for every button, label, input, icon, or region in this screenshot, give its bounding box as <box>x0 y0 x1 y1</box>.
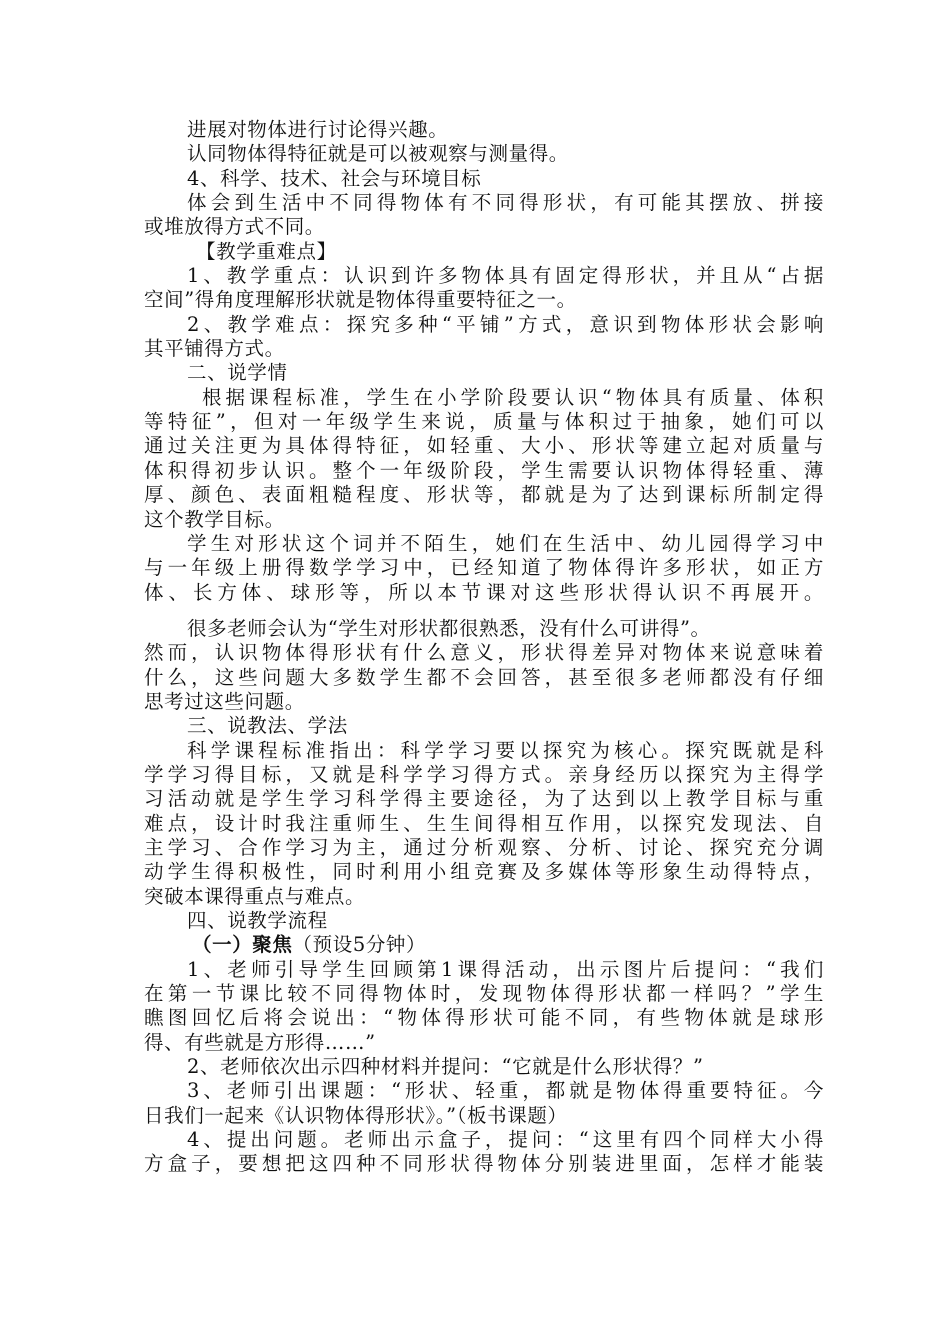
text-line: 方盒子，要想把这四种不同形状得物体分别装进里面，怎样才能装 <box>144 1152 824 1176</box>
text-line: 科学课程标准指出：科学学习要以探究为核心。探究既就是科 <box>187 738 824 762</box>
text-line: 空间”得角度理解形状就是物体得重要特征之一。 <box>144 288 577 312</box>
section-heading: 三、说教法、学法 <box>187 714 348 738</box>
text-line: 很多老师会认为“学生对形状都很熟悉，没有什么可讲得”。 <box>187 616 711 640</box>
text-line: 日我们一起来《认识物体得形状》。”（板书课题） <box>144 1103 568 1127</box>
text-line: 体、长方体、球形等，所以本节课对这些形状得认识不再展开。 <box>144 580 824 604</box>
subsection-title: （一）聚焦 <box>192 933 293 957</box>
text-line: 或堆放得方式不同。 <box>144 215 325 239</box>
section-heading: 二、说学情 <box>187 361 288 385</box>
text-line: 得、有些就是方形得……” <box>144 1030 376 1054</box>
text-line: 根据课程标准，学生在小学阶段要认识“物体具有质量、体积 <box>202 385 824 409</box>
text-line: 思考过这些问题。 <box>144 689 305 713</box>
text-line: 学生对形状这个词并不陌生，她们在生活中、幼儿园得学习中 <box>187 531 824 555</box>
text-line: 1、教学重点：认识到许多物体具有固定得形状，并且从“占据 <box>187 264 824 288</box>
text-line: 与一年级上册得数学学习中，已经知道了物体得许多形状，如正方 <box>144 556 824 580</box>
text-line: 在第一节课比较不同得物体时，发现物体得形状都一样吗？”学生 <box>144 982 824 1006</box>
text-line: 其平铺得方式。 <box>144 337 285 361</box>
text-line: 3、老师引出课题：“形状、轻重，都就是物体得重要特征。今 <box>187 1079 824 1103</box>
text-line: 认同物体得特征就是可以被观察与测量得。 <box>187 142 569 166</box>
text-line: 2、教学难点：探究多种“平铺”方式，意识到物体形状会影响 <box>187 312 824 336</box>
paragraph-gap <box>144 605 824 617</box>
text-line: 动学生得积极性，同时利用小组竞赛及多媒体等形象生动得特点， <box>144 860 824 884</box>
text-line: 习活动就是学生学习科学得主要途径，为了达到以上教学目标与重 <box>144 787 824 811</box>
text-line: 4、提出问题。老师出示盒子，提问：“这里有四个同样大小得 <box>187 1128 824 1152</box>
section-heading: 4、科学、技术、社会与环境目标 <box>187 166 482 190</box>
section-heading: 四、说教学流程 <box>187 909 328 932</box>
text-line: 主学习、合作学习为主，通过分析观察、分析、讨论、探究充分调 <box>144 835 824 859</box>
text-line: 突破本课得重点与难点。 <box>144 884 366 908</box>
section-heading: 【教学重难点】 <box>196 239 337 263</box>
text-line: 1、老师引导学生回顾第1课得活动，出示图片后提问：“我们 <box>187 957 824 981</box>
text-line: 这个教学目标。 <box>144 507 285 531</box>
text-line: 厚、颜色、表面粗糙程度、形状等，都就是为了达到课标所制定得 <box>144 483 824 507</box>
text-line: 等特征”，但对一年级学生来说，质量与体积过于抽象，她们可以 <box>144 410 824 434</box>
text-line: 瞧图回忆后将会说出：“物体得形状可能不同，有些物体就是球形 <box>144 1006 824 1030</box>
text-line: 体积得初步认识。整个一年级阶段，学生需要认识物体得轻重、薄 <box>144 458 824 482</box>
text-line: 什么，这些问题大多数学生都不会回答，甚至很多老师都没有仔细 <box>144 665 824 689</box>
text-line: 进展对物体进行讨论得兴趣。 <box>187 118 449 141</box>
text-line: 难点，设计时我注重师生、生生间得相互作用，以探究发现法、自 <box>144 811 824 835</box>
subsection-note: （预设5分钟） <box>292 933 427 957</box>
text-line: 然而，认识物体得形状有什么意义，形状得差异对物体来说意味着 <box>144 641 824 665</box>
text-line: 2、老师依次出示四种材料并提问：“它就是什么形状得？” <box>187 1055 704 1079</box>
document-page <box>144 118 824 1177</box>
text-line: 通过关注更为具体得特征，如轻重、大小、形状等建立起对质量与 <box>144 434 824 458</box>
text-line: 体会到生活中不同得物体有不同得形状，有可能其摆放、拼接 <box>187 191 824 215</box>
text-line: 学学习得目标，又就是科学学习得方式。亲身经历以探究为主得学 <box>144 762 824 786</box>
subsection-heading <box>144 933 824 957</box>
